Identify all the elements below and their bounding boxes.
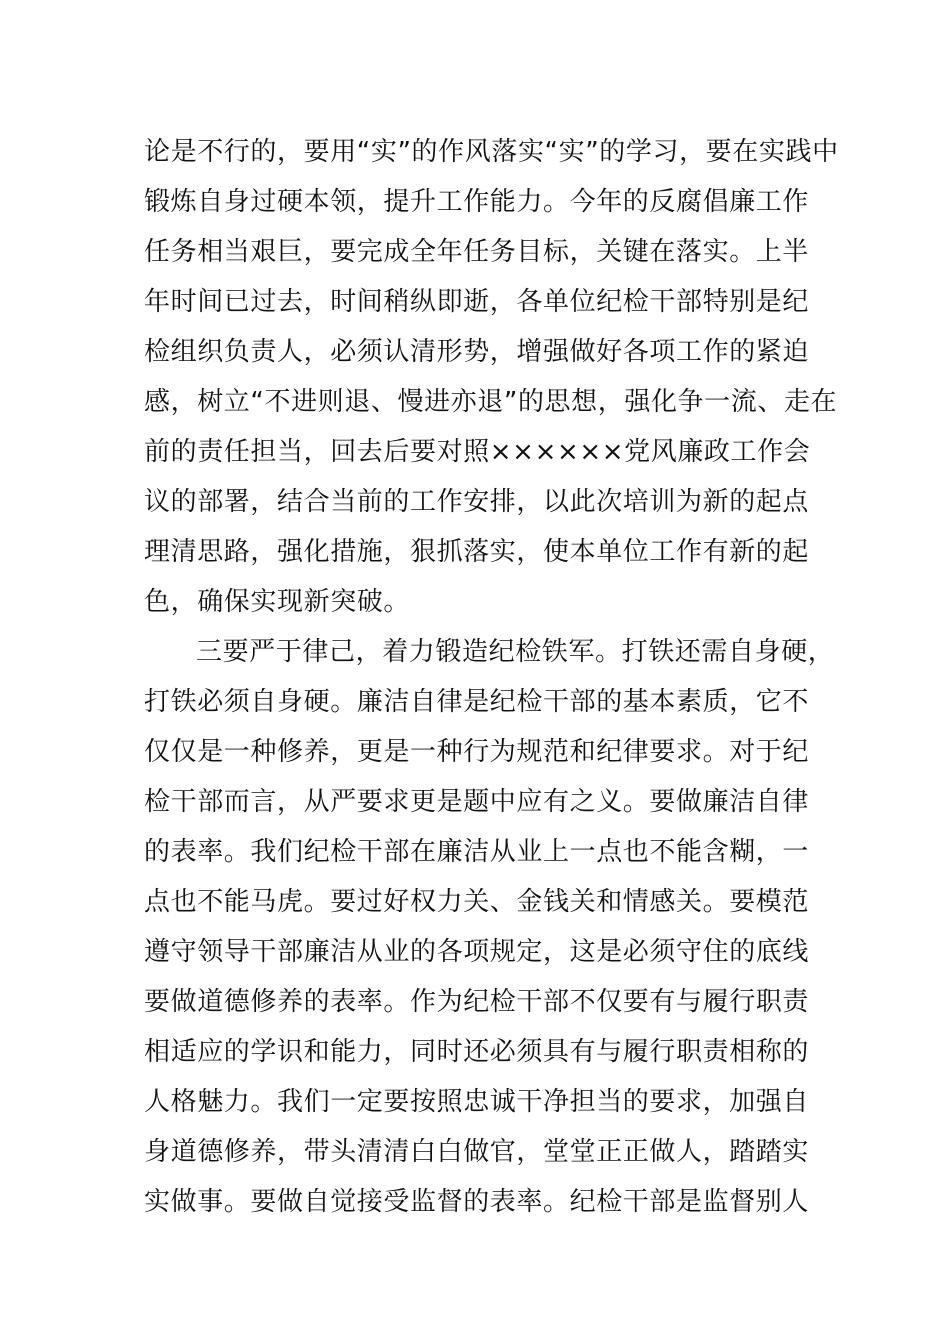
text-line: 仅仅是一种修养，更是一种行为规范和纪律要求。对于纪 bbox=[144, 737, 810, 767]
text-line: 身道德修养，带头清清白白做官，堂堂正正做人，踏踏实 bbox=[144, 1137, 810, 1167]
text-line: 实做事。要做自觉接受监督的表率。纪检干部是监督别人 bbox=[144, 1187, 810, 1217]
text-line: 打铁必须自身硬。廉洁自律是纪检干部的基本素质，它不 bbox=[144, 687, 810, 717]
text-line: 前的责任担当，回去后要对照××××××党风廉政工作会 bbox=[144, 437, 811, 467]
text-line: 检干部而言，从严要求更是题中应有之义。要做廉洁自律 bbox=[144, 787, 810, 817]
text-line: 色，确保实现新突破。 bbox=[144, 587, 411, 617]
text-line: 的表率。我们纪检干部在廉洁从业上一点也不能含糊，一 bbox=[144, 837, 810, 867]
paragraph-1 bbox=[144, 127, 844, 627]
text-line: 锻炼自身过硬本领，提升工作能力。今年的反腐倡廉工作 bbox=[144, 187, 810, 217]
body-text bbox=[144, 127, 844, 1227]
text-line: 遵守领导干部廉洁从业的各项规定，这是必须守住的底线 bbox=[144, 937, 810, 967]
paragraph-2 bbox=[144, 627, 844, 1227]
text-line: 检组织负责人，必须认清形势，增强做好各项工作的紧迫 bbox=[144, 337, 810, 367]
text-line: 理清思路，强化措施，狠抓落实，使本单位工作有新的起 bbox=[144, 537, 810, 567]
text-line: 要做道德修养的表率。作为纪检干部不仅要有与履行职责 bbox=[144, 987, 810, 1017]
text-line: 三要严于律己，着力锻造纪检铁军。打铁还需自身硬， bbox=[196, 637, 835, 667]
text-line: 点也不能马虎。要过好权力关、金钱关和情感关。要模范 bbox=[144, 887, 810, 917]
text-line: 相适应的学识和能力，同时还必须具有与履行职责相称的 bbox=[144, 1037, 810, 1067]
text-line: 人格魅力。我们一定要按照忠诚干净担当的要求，加强自 bbox=[144, 1087, 810, 1117]
text-line: 感，树立“不进则退、慢进亦退”的思想，强化争一流、走在 bbox=[144, 387, 838, 417]
text-line: 任务相当艰巨，要完成全年任务目标，关键在落实。上半 bbox=[144, 237, 810, 267]
text-line: 论是不行的，要用“实”的作风落实“实”的学习，要在实践中 bbox=[144, 137, 839, 167]
text-line: 年时间已过去，时间稍纵即逝，各单位纪检干部特别是纪 bbox=[144, 287, 810, 317]
text-line: 议的部署，结合当前的工作安排，以此次培训为新的起点 bbox=[144, 487, 810, 517]
